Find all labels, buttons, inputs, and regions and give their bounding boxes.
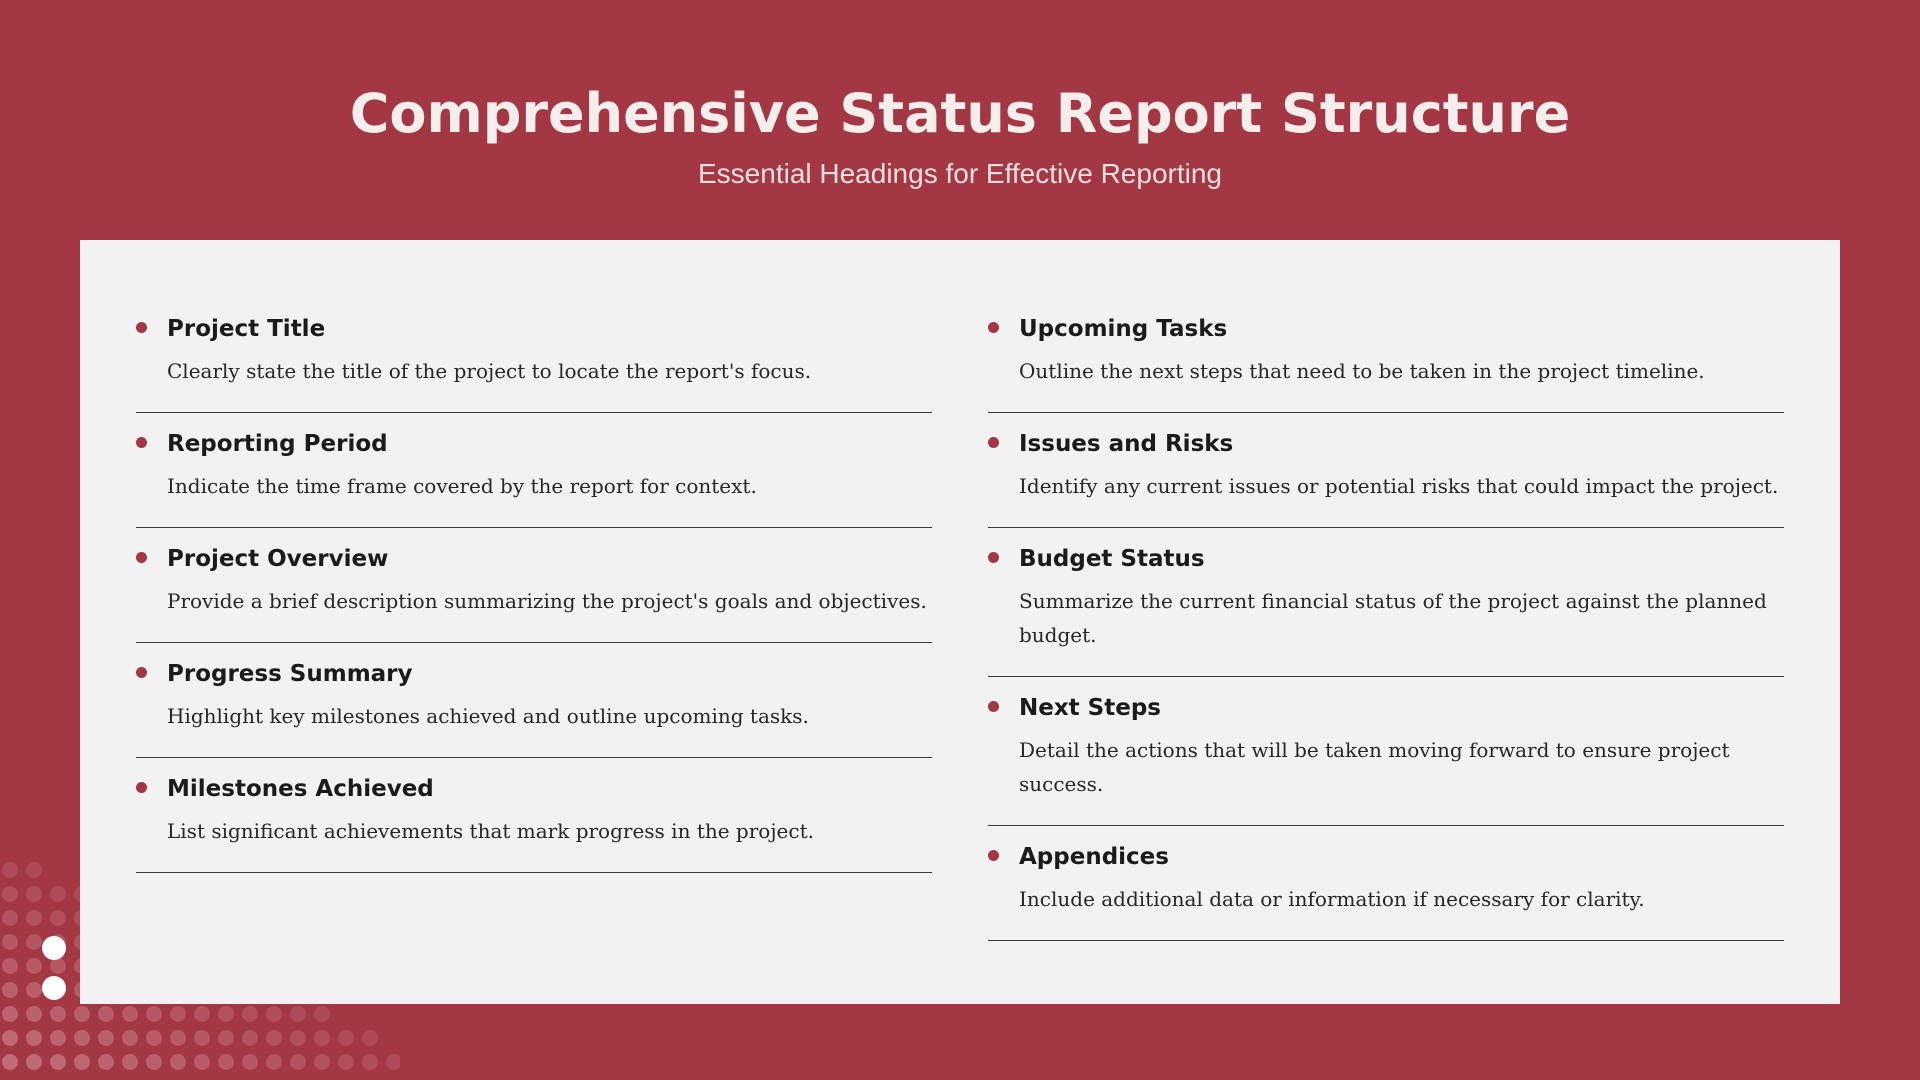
decorative-dot: [362, 1054, 378, 1070]
decorative-dot: [2, 910, 18, 926]
decorative-circle-icon: [42, 936, 66, 960]
bullet-icon: [136, 782, 147, 793]
item-heading-row: [988, 427, 1784, 461]
content-panel: [80, 240, 1840, 1004]
bullet-icon: [136, 552, 147, 563]
item-title: Milestones Achieved: [167, 776, 434, 802]
decorative-dot: [50, 1030, 66, 1046]
decorative-dot: [2, 958, 18, 974]
item-description: Detail the actions that will be taken moving forward to ensure project success.: [1019, 738, 1730, 796]
decorative-dot: [146, 1030, 162, 1046]
list-item-upcoming-tasks: [988, 298, 1784, 413]
decorative-dot: [50, 1006, 66, 1022]
item-title: Progress Summary: [167, 661, 413, 687]
bullet-icon: [136, 437, 147, 448]
decorative-dot: [194, 1006, 210, 1022]
decorative-dot: [2, 1030, 18, 1046]
decorative-dot: [2, 886, 18, 902]
decorative-dot: [242, 1054, 258, 1070]
list-item-progress-summary: [136, 643, 932, 758]
item-heading-row: [136, 312, 932, 346]
decorative-dot: [170, 1054, 186, 1070]
item-description: Indicate the time frame covered by the report for context.: [167, 474, 757, 498]
item-description: Include additional data or information if necessary for clarity.: [1019, 887, 1645, 911]
page-subtitle: Essential Headings for Effective Reporting: [698, 158, 1222, 189]
decorative-dot: [218, 1030, 234, 1046]
decorative-dot: [50, 910, 66, 926]
decorative-dot: [2, 1054, 18, 1070]
decorative-dot: [26, 910, 42, 926]
item-heading-row: [136, 772, 932, 806]
decorative-dot: [170, 1030, 186, 1046]
right-column: [988, 298, 1784, 1004]
decorative-dot: [122, 1006, 138, 1022]
item-description: Highlight key milestones achieved and outline upcoming tasks.: [167, 704, 809, 728]
decorative-dot: [26, 934, 42, 950]
item-description: Provide a brief description summarizing the project's goals and objectives.: [167, 589, 927, 613]
item-heading-row: [988, 312, 1784, 346]
bullet-icon: [988, 552, 999, 563]
bullet-icon: [988, 850, 999, 861]
decorative-dot: [362, 1030, 378, 1046]
bullet-icon: [136, 667, 147, 678]
decorative-circle-icon: [42, 976, 66, 1000]
item-title: Project Title: [167, 316, 326, 342]
bullet-icon: [988, 322, 999, 333]
decorative-dot: [290, 1030, 306, 1046]
decorative-dot: [50, 886, 66, 902]
decorative-dot: [242, 1030, 258, 1046]
item-heading-row: [988, 840, 1784, 874]
left-column: [136, 298, 932, 1004]
decorative-dot: [50, 958, 66, 974]
decorative-dot: [26, 886, 42, 902]
item-title: Reporting Period: [167, 431, 388, 457]
decorative-dot: [26, 1006, 42, 1022]
decorative-dot: [98, 1030, 114, 1046]
item-heading-row: [988, 542, 1784, 576]
decorative-dot: [194, 1054, 210, 1070]
list-item-project-overview: [136, 528, 932, 643]
item-title: Project Overview: [167, 546, 389, 572]
decorative-dot: [2, 862, 18, 878]
item-title: Issues and Risks: [1019, 431, 1234, 457]
decorative-dot: [2, 934, 18, 950]
decorative-dot: [266, 1054, 282, 1070]
decorative-dot: [314, 1054, 330, 1070]
decorative-dot: [122, 1054, 138, 1070]
item-title: Appendices: [1019, 844, 1169, 870]
item-description: Clearly state the title of the project to locate the report's focus.: [167, 359, 812, 383]
decorative-dot: [26, 1030, 42, 1046]
item-title: Upcoming Tasks: [1019, 316, 1228, 342]
slide-header: [0, 78, 1920, 192]
decorative-dot: [338, 1030, 354, 1046]
decorative-dot: [50, 1054, 66, 1070]
decorative-dot: [26, 1054, 42, 1070]
list-item-reporting-period: [136, 413, 932, 528]
list-item-budget-status: [988, 528, 1784, 677]
decorative-dot: [74, 1006, 90, 1022]
bullet-icon: [988, 437, 999, 448]
decorative-dot: [242, 1006, 258, 1022]
item-description: Summarize the current financial status of the project against the planned budget.: [1019, 589, 1767, 647]
list-item-project-title: [136, 298, 932, 413]
item-heading-row: [136, 427, 932, 461]
list-item-milestones-achieved: [136, 758, 932, 873]
item-description: Identify any current issues or potential risks that could impact the project.: [1019, 474, 1779, 498]
decorative-dot: [314, 1006, 330, 1022]
item-heading-row: [988, 691, 1784, 725]
decorative-dot: [170, 1006, 186, 1022]
decorative-dot: [338, 1054, 354, 1070]
decorative-dot: [218, 1054, 234, 1070]
decorative-dot: [2, 982, 18, 998]
list-item-issues-and-risks: [988, 413, 1784, 528]
list-item-appendices: [988, 826, 1784, 941]
list-item-next-steps: [988, 677, 1784, 826]
decorative-dot: [74, 1030, 90, 1046]
decorative-dot: [26, 958, 42, 974]
decorative-dot: [386, 1054, 400, 1070]
decorative-dot: [266, 1006, 282, 1022]
item-description: Outline the next steps that need to be taken in the project timeline.: [1019, 359, 1705, 383]
bullet-icon: [988, 701, 999, 712]
decorative-dot: [314, 1030, 330, 1046]
item-heading-row: [136, 657, 932, 691]
decorative-dot: [218, 1006, 234, 1022]
decorative-dot: [146, 1006, 162, 1022]
decorative-dot: [146, 1054, 162, 1070]
decorative-dot: [290, 1006, 306, 1022]
decorative-dot: [98, 1054, 114, 1070]
decorative-dot: [26, 862, 42, 878]
item-description: List significant achievements that mark progress in the project.: [167, 819, 814, 843]
decorative-dot: [290, 1054, 306, 1070]
decorative-dot: [98, 1006, 114, 1022]
item-title: Budget Status: [1019, 546, 1205, 572]
decorative-dot: [74, 1054, 90, 1070]
bullet-icon: [136, 322, 147, 333]
page-title: Comprehensive Status Report Structure: [349, 82, 1571, 145]
decorative-dot: [26, 982, 42, 998]
decorative-dot: [2, 1006, 18, 1022]
decorative-dot: [266, 1030, 282, 1046]
item-heading-row: [136, 542, 932, 576]
item-title: Next Steps: [1019, 695, 1161, 721]
decorative-dot: [194, 1030, 210, 1046]
decorative-dot: [122, 1030, 138, 1046]
